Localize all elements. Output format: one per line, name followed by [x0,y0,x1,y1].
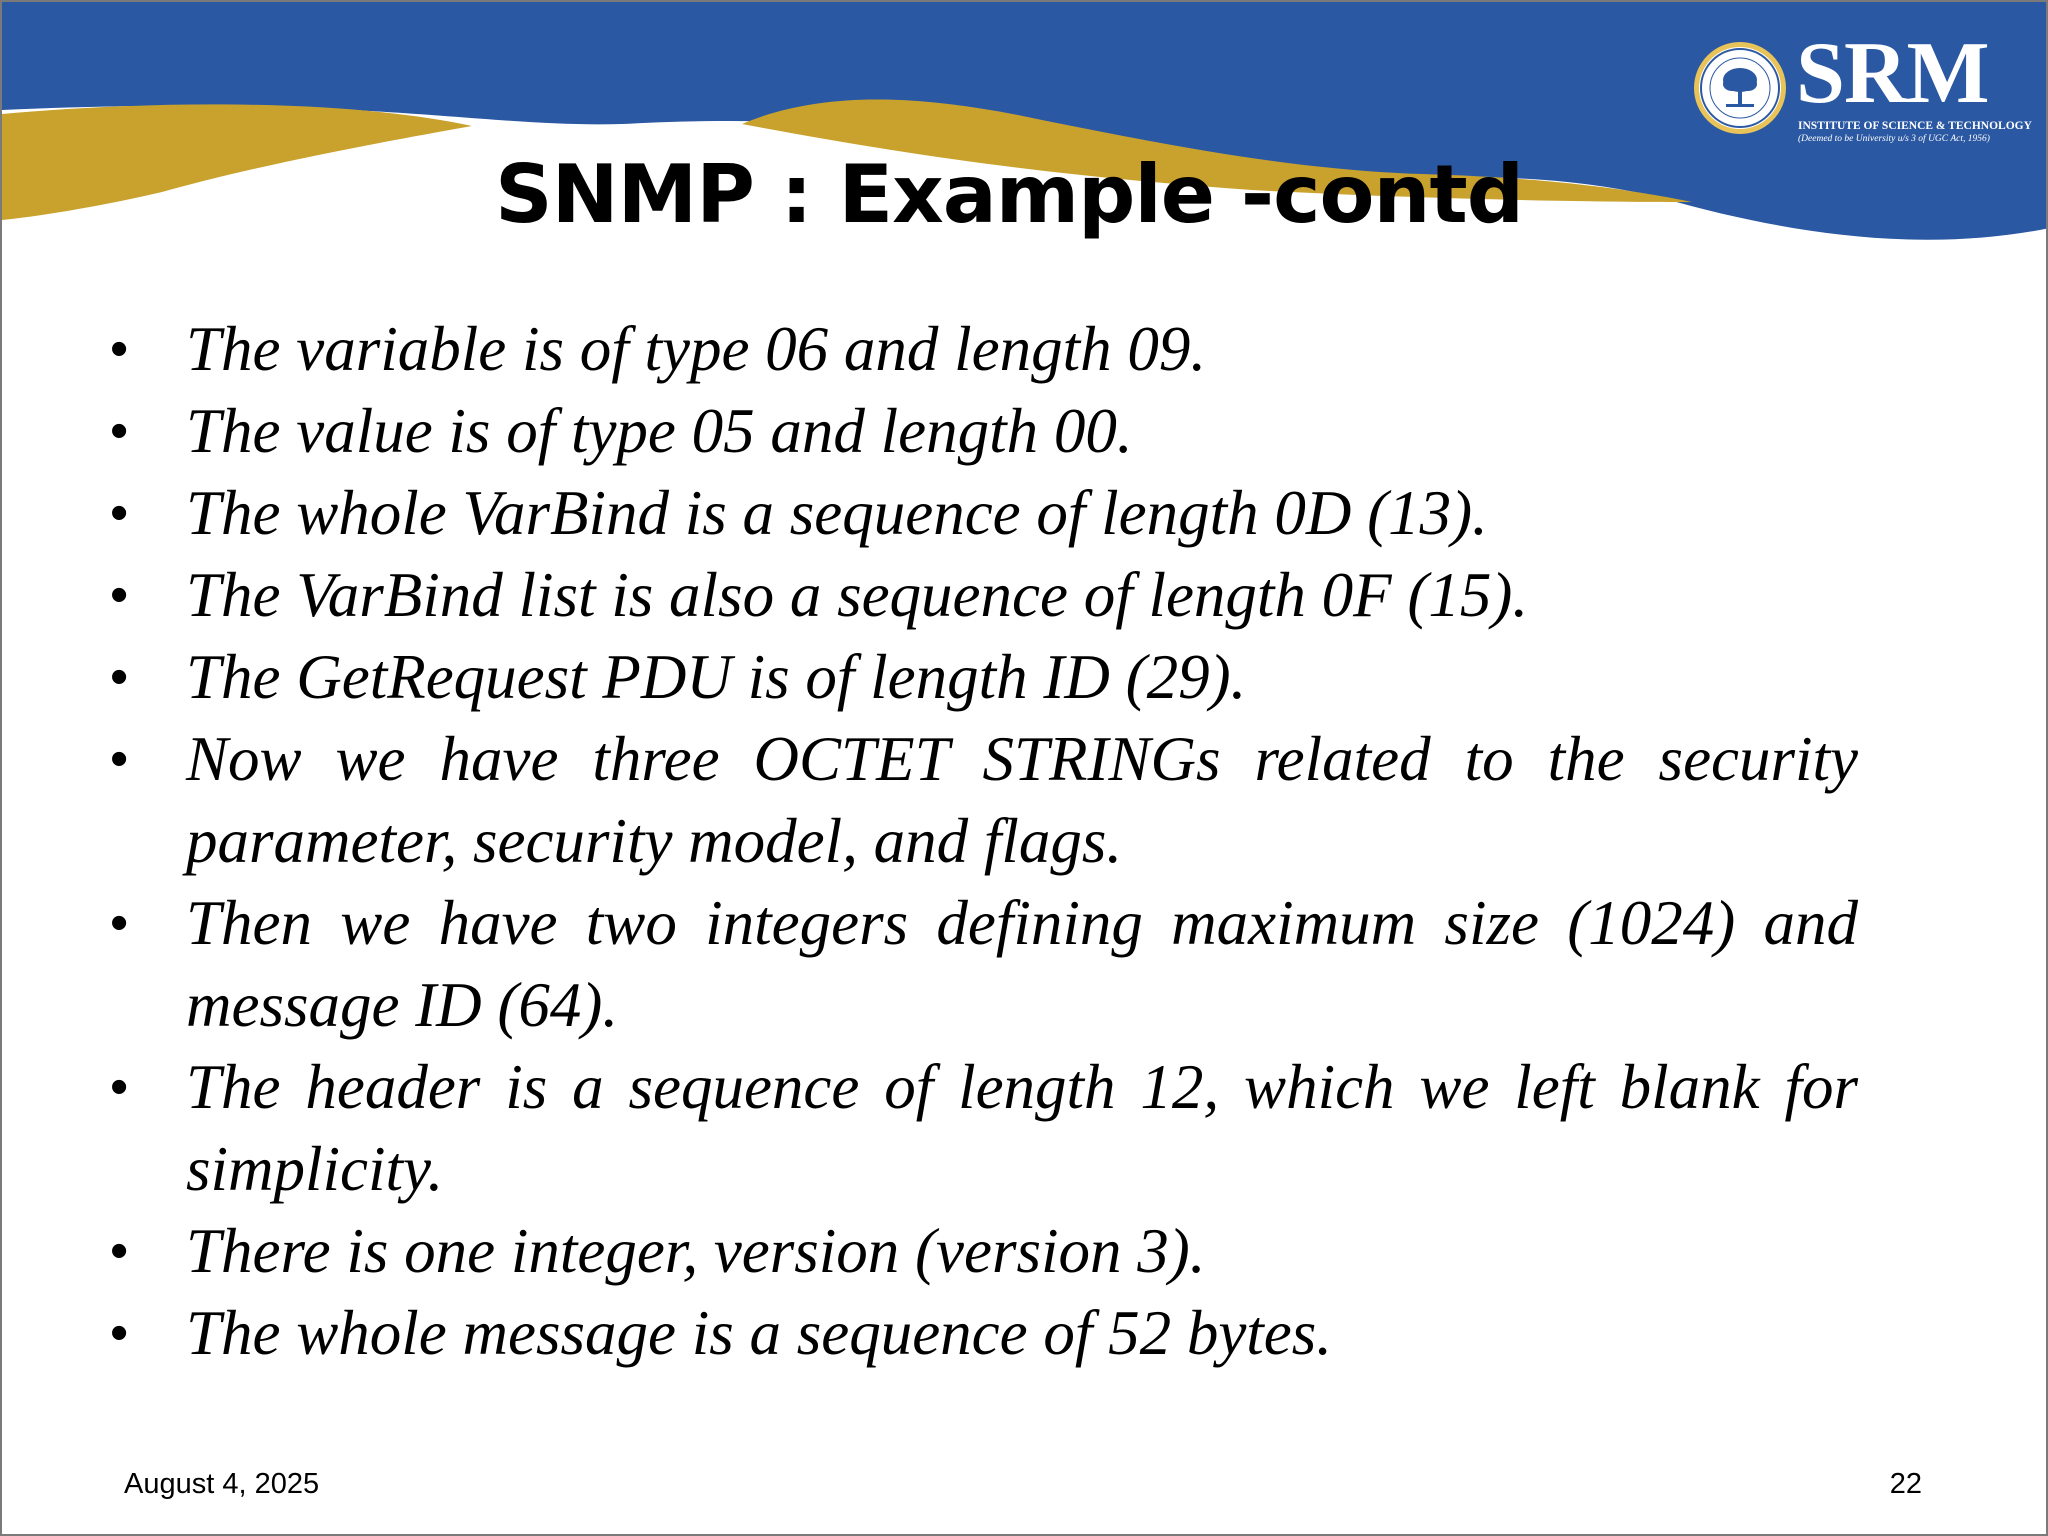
bullet-item [102,718,1858,882]
bullet-dot-icon: • [110,1058,129,1116]
bullet-text: Now we have three OCTET STRINGs related to the security parameter, security model, and flags. [186,724,1858,876]
bullet-dot-icon: • [110,484,129,542]
logo-wordmark: SRM [1796,25,1989,122]
logo-institute-line: INSTITUTE OF SCIENCE & TECHNOLOGY [1798,120,2032,132]
slide-title: SNMP : Example -contd [495,148,1523,241]
bullet-text: Then we have two integers defining maximum size (1024) and message ID (64). [186,888,1858,1040]
bullet-text: The GetRequest PDU is of length ID (29). [186,642,1247,712]
bullet-dot-icon: • [110,320,129,378]
footer-page-number: 22 [1889,1468,1922,1500]
bullet-text: The whole message is a sequence of 52 bytes. [186,1298,1333,1368]
bullet-item [102,882,1858,1046]
bullet-text: The value is of type 05 and length 00. [186,396,1133,466]
bullet-item [102,636,1858,718]
bullet-dot-icon: • [110,730,129,788]
logo-deemed-line: (Deemed to be University u/s 3 of UGC Act, 1956) [1798,134,1990,144]
bullet-text: The whole VarBind is a sequence of length 0D (13). [186,478,1488,548]
university-seal-icon [1692,40,1788,136]
bullet-item [102,1046,1858,1210]
srm-logo [1692,25,2032,154]
bullet-item [102,1210,1858,1292]
bullet-text: The header is a sequence of length 12, which we left blank for simplicity. [186,1052,1858,1204]
bullet-item [102,554,1858,636]
bullet-dot-icon: • [110,648,129,706]
bullet-dot-icon: • [110,894,129,952]
bullet-item [102,1292,1858,1374]
bullet-dot-icon: • [110,402,129,460]
footer-date: August 4, 2025 [124,1468,320,1500]
bullet-item [102,308,1858,390]
bullet-text: The VarBind list is also a sequence of length 0F (15). [186,560,1529,630]
bullet-item [102,472,1858,554]
bullet-dot-icon: • [110,1304,129,1362]
bullet-item [102,390,1858,472]
bullet-text: There is one integer, version (version 3). [186,1216,1206,1286]
bullet-text: The variable is of type 06 and length 09. [186,314,1207,384]
bullet-list [102,308,1858,1374]
bullet-dot-icon: • [110,1222,129,1280]
bullet-dot-icon: • [110,566,129,624]
